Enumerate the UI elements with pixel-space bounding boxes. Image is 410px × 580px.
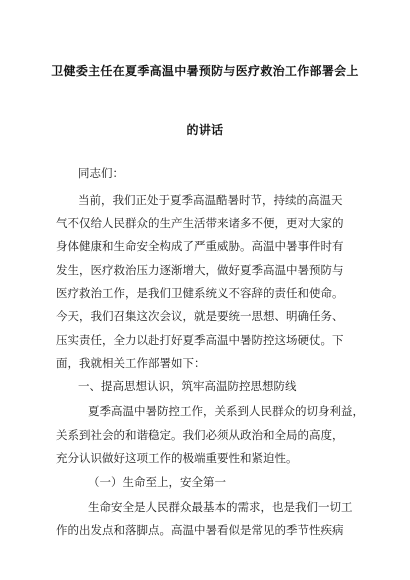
section-heading: 一、提高思想认识，筑牢高温防控思想防线	[78, 379, 297, 393]
body-line: 今天，我们召集这次会议，就是要统一思想、明确任务、	[56, 309, 344, 323]
salutation: 同志们：	[78, 166, 124, 180]
body-line: 夏季高温中暑防控工作，关系到人民群众的切身利益，	[88, 404, 364, 418]
body-line: 发生，医疗救治压力逐渐增大，做好夏季高温中暑预防与	[56, 263, 344, 277]
body-line: 气不仅给人民群众的生产生活带来诸多不便，更对大家的	[56, 216, 344, 230]
body-line: 关系到社会的和谐稳定。我们必须从政治和全局的高度，	[56, 428, 344, 442]
body-line: 医疗救治工作，是我们卫健系统义不容辞的责任和使命。	[56, 286, 344, 300]
document-title-line-2: 的讲话	[186, 123, 224, 137]
subsection-heading: （一）生命至上，安全第一	[88, 475, 226, 489]
body-line: 生命安全是人民群众最基本的需求，也是我们一切工	[88, 500, 353, 514]
body-line: 充分认识做好这项工作的极端重要性和紧迫性。	[56, 451, 298, 465]
body-line: 身体健康和生命安全构成了严重威胁。高温中暑事件时有	[56, 239, 344, 253]
document-title-line-1: 卫健委主任在夏季高温中暑预防与医疗救治工作部署会上	[51, 64, 359, 78]
body-line: 压实责任，全力以赴打好夏季高温中暑防控这场硬仗。下	[56, 333, 344, 347]
body-line: 作的出发点和落脚点。高温中暑看似是常见的季节性疾病	[56, 523, 344, 537]
body-line: 面，我就相关工作部署如下：	[56, 356, 206, 370]
body-line: 当前，我们正处于夏季高温酷暑时节，持续的高温天	[78, 193, 343, 207]
